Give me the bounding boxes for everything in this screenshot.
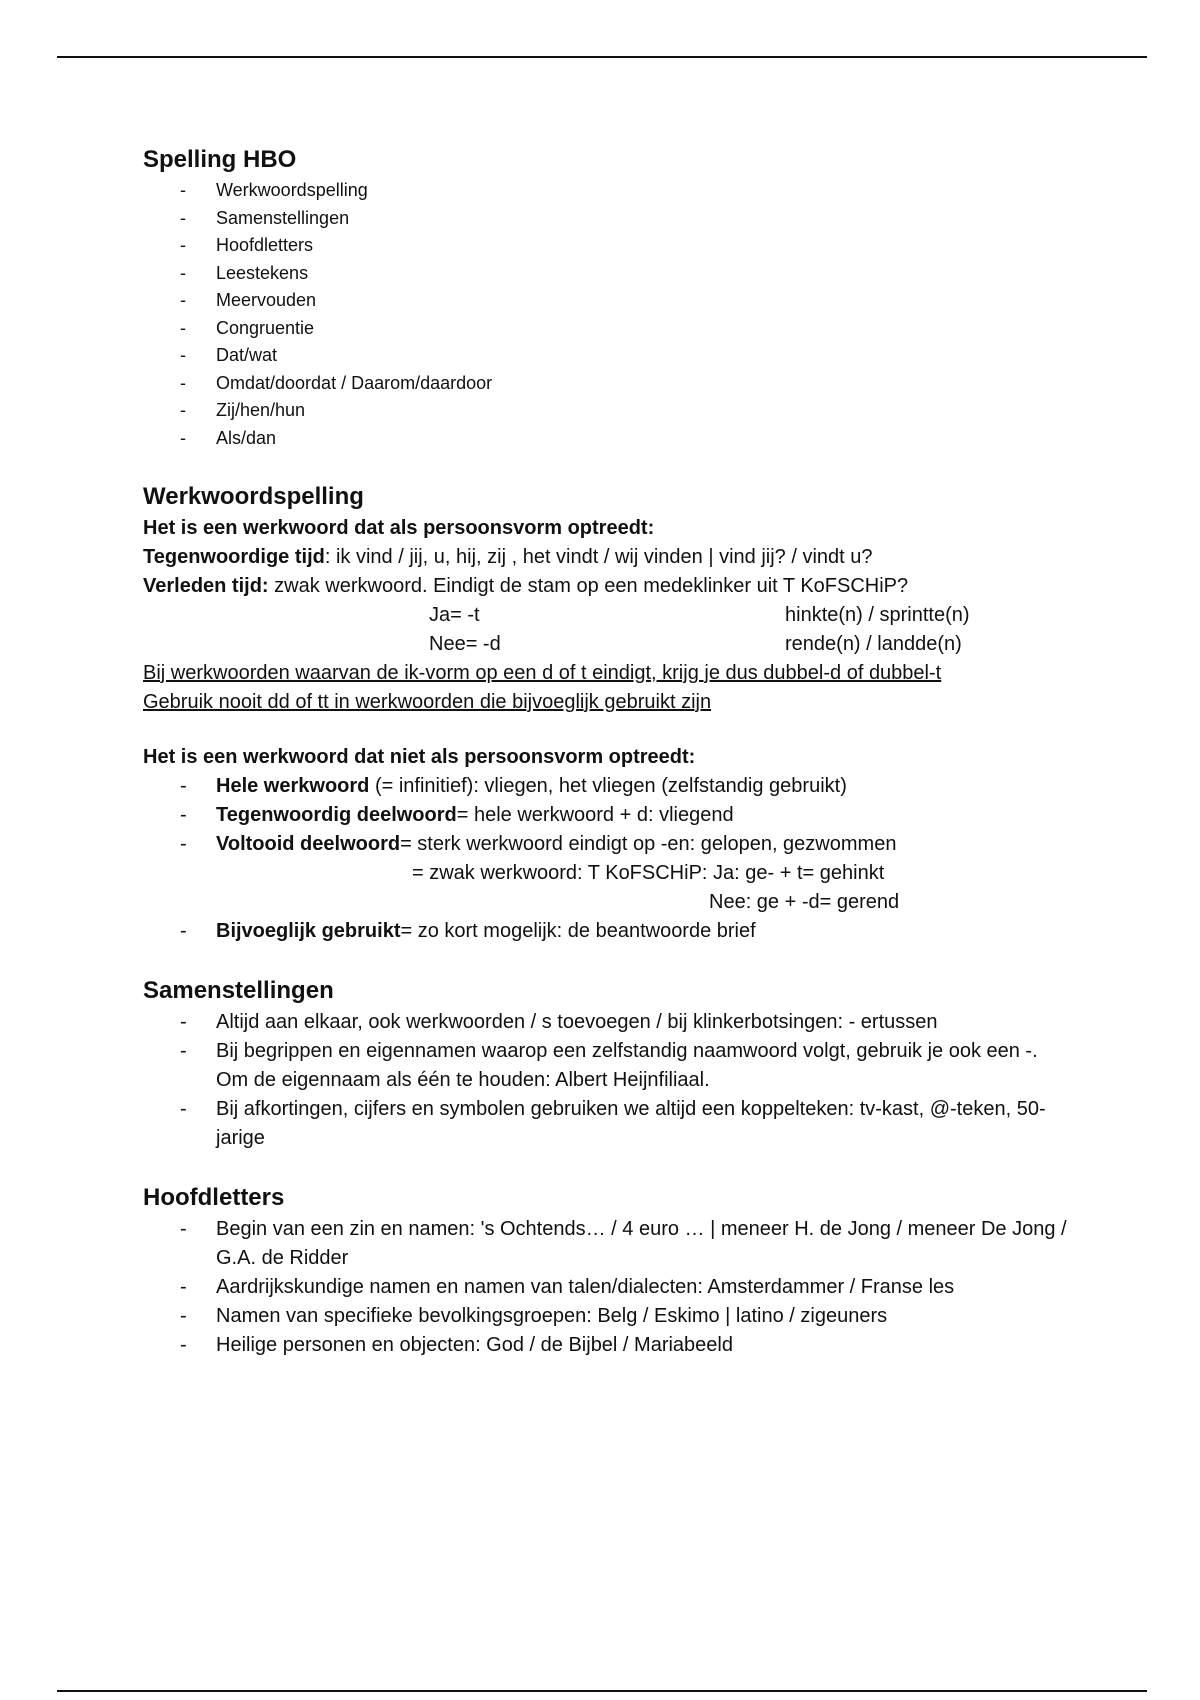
label-tegenwoordige-tijd: Tegenwoordige tijd (143, 546, 325, 568)
label-bijvoeglijk: Bijvoeglijk gebruikt (216, 920, 401, 942)
section-title-werkwoordspelling: Werkwoordspelling (143, 483, 364, 510)
list-item: - Hoofdletters (143, 232, 1073, 260)
subheading-persoonsvorm: Het is een werkwoord dat als persoonsvorm optreedt: (143, 517, 655, 539)
rule-nee: Nee= -d (429, 633, 501, 655)
underlined-note-1: Bij werkwoorden waarvan de ik-vorm op een d of t eindigt, krijg je dus dubbel-d of dubbel-t (143, 662, 942, 684)
list-item: - Heilige personen en objecten: God / de Bijbel / Mariabeeld (143, 1331, 1073, 1360)
list-item: - Samenstellingen (143, 205, 1073, 233)
example-ja: hinkte(n) / sprintte(n) (785, 604, 970, 626)
section-hoofdletters (143, 1181, 1073, 1360)
list-item (143, 772, 1073, 801)
list-item: - Bij begrippen en eigennamen waarop een zelfstandig naamwoord volgt, gebruik je ook een -. Om de eigennaam als één te houden: Albert Heijnfiliaal. (143, 1037, 1073, 1095)
label-verleden-tijd: Verleden tijd: (143, 575, 269, 597)
header-rule (57, 56, 1147, 58)
list-item: - Omdat/doordat / Daarom/daardoor (143, 370, 1073, 398)
list-item (143, 830, 1073, 859)
topic-list (143, 177, 1073, 452)
text-nee-gerend: Nee: ge + -d= gerend (709, 891, 900, 913)
list-item: - Altijd aan elkaar, ook werkwoorden / s toevoegen / bij klinkerbotsingen: - ertussen (143, 1008, 1073, 1037)
list-item: - Dat/wat (143, 342, 1073, 370)
list-item: - Namen van specifieke bevolkingsgroepen: Belg / Eskimo | latino / zigeuners (143, 1302, 1073, 1331)
list-item (143, 917, 1073, 946)
text-bijvoeglijk: = zo kort mogelijk: de beantwoorde brief (400, 920, 756, 942)
text-voltooid-deelwoord: = sterk werkwoord eindigt op -en: gelopen, gezwommen (400, 833, 897, 855)
row-nee (143, 630, 1073, 659)
section-werkwoordspelling (143, 480, 1073, 946)
list-item: - Werkwoordspelling (143, 177, 1073, 205)
document-page (143, 143, 1073, 1360)
label-tegenwoordig-deelwoord: Tegenwoordig deelwoord (216, 804, 457, 826)
rule-ja: Ja= -t (429, 604, 480, 626)
subheading-niet-persoonsvorm: Het is een werkwoord dat niet als persoonsvorm optreedt: (143, 746, 696, 768)
row-ja (143, 601, 1073, 630)
samenstellingen-list (143, 1008, 1073, 1153)
footer-rule (57, 1690, 1147, 1692)
verb-form-list (143, 772, 1073, 859)
list-item: - Congruentie (143, 315, 1073, 343)
section-samenstellingen (143, 974, 1073, 1153)
list-item: - Bij afkortingen, cijfers en symbolen gebruiken we altijd een koppelteken: tv-kast, @-teken, 50-jarige (143, 1095, 1073, 1153)
list-item: - Begin van een zin en namen: 's Ochtends… / 4 euro … | meneer H. de Jong / meneer De Jong / G.A. de Ridder (143, 1215, 1073, 1273)
section-title-spelling: Spelling HBO (143, 146, 297, 173)
list-item: - Als/dan (143, 425, 1073, 453)
label-voltooid-deelwoord: Voltooid deelwoord (216, 833, 401, 855)
list-item: - Aardrijkskundige namen en namen van talen/dialecten: Amsterdammer / Franse les (143, 1273, 1073, 1302)
verb-form-list-2 (143, 917, 1073, 946)
list-item: - Zij/hen/hun (143, 397, 1073, 425)
row-zwak (143, 859, 1073, 888)
list-item: - Leestekens (143, 260, 1073, 288)
section-title-samenstellingen: Samenstellingen (143, 977, 334, 1004)
section-title-hoofdletters: Hoofdletters (143, 1184, 285, 1211)
text-hele-werkwoord: (= infinitief): vliegen, het vliegen (zelfstandig gebruikt) (369, 775, 847, 797)
list-item: - Meervouden (143, 287, 1073, 315)
text-tegenwoordig-deelwoord: = hele werkwoord + d: vliegend (456, 804, 734, 826)
text-verleden-tijd: zwak werkwoord. Eindigt de stam op een medeklinker uit T KoFSCHiP? (268, 575, 909, 597)
row-nee-gerend (143, 888, 1073, 917)
list-item (143, 801, 1073, 830)
label-hele-werkwoord: Hele werkwoord (216, 775, 370, 797)
text-tegenwoordige-tijd: : ik vind / jij, u, hij, zij , het vindt / wij vinden | vind jij? / vindt u? (324, 546, 873, 568)
underlined-note-2: Gebruik nooit dd of tt in werkwoorden die bijvoeglijk gebruikt zijn (143, 691, 712, 713)
hoofdletters-list (143, 1215, 1073, 1360)
example-nee: rende(n) / landde(n) (785, 633, 962, 655)
text-zwak-werkwoord: = zwak werkwoord: T KoFSCHiP: Ja: ge- + t= gehinkt (412, 862, 885, 884)
